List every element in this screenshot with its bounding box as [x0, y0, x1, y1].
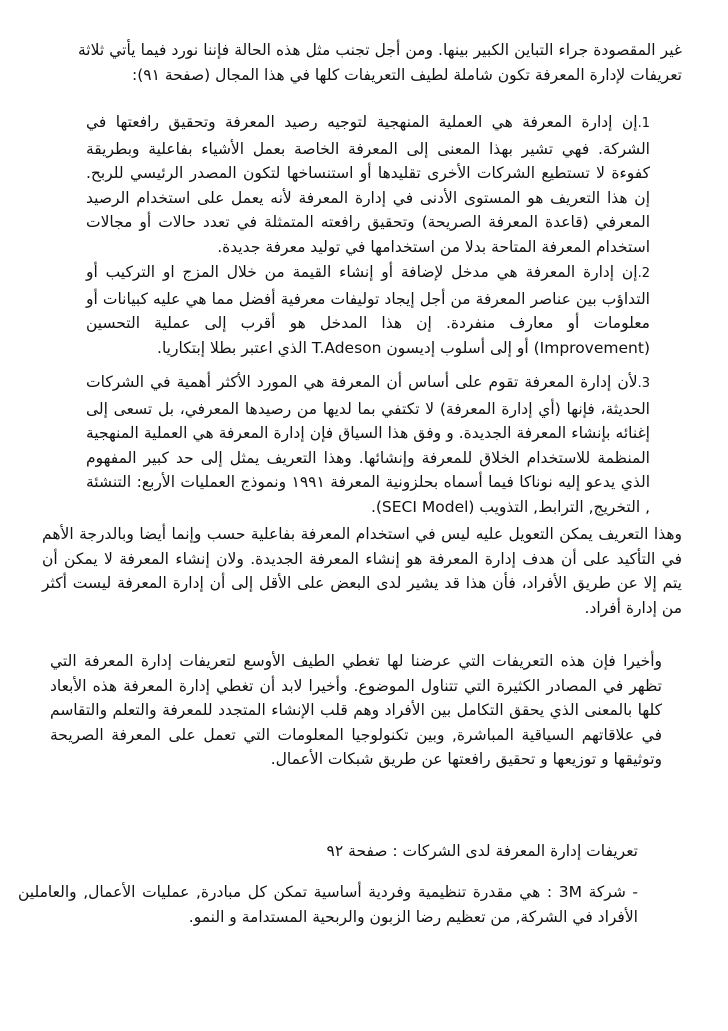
definition-item-3 — [86, 370, 650, 520]
definition-number: 1. — [637, 116, 650, 131]
definition-item-1 — [86, 110, 650, 260]
section-heading: تعريفات إدارة المعرفة لدى الشركات : صفحة ٩٢ — [326, 842, 638, 860]
definition-item-2 — [86, 260, 650, 360]
definition-number: 2. — [637, 266, 650, 281]
intro-paragraph: غير المقصودة جراء التباين الكبير بينها. ومن أجل تجنب مثل هذه الحالة فإننا نورد فيما يأتي ثلاثة تعريفات لإدارة المعرفة تكون شاملة لطيف التعريفات كلها في هذا المجال (صفحة ٩١): — [78, 41, 682, 84]
definition-text: إن إدارة المعرفة هي العملية المنهجية لتوجيه رصيد المعرفة وتحقيق رافعتها في الشركة. فهي تشير بهذا المعنى إلى المعرفة الخاصة بعمل الأشياء بفاعلية وبطريقة كفوءة لا تستطيع الشركات الأخرى تقليدها أو استنساخها لتكون المصدر الرئيسي للربح. إن هذا التعريف هو المستوى الأدنى في إدارة المعرفة لأنه يعمل على استخدام الرصيد المعرفي (قاعدة المعرفة الصريحة) وتحقيق رافعته المتمثلة في تعدد حالات أو مجالات استخدام المعرفة المتاحة بدلا من استخدامها في توليد معرفة جديدة. — [86, 113, 650, 256]
definition-text: إن إدارة المعرفة هي مدخل لإضافة أو إنشاء القيمة من خلال المزج او التركيب أو التداؤب بين عناصر المعرفة من أجل إيجاد توليفات معرفية أفضل مما هي عليه كبيانات أو معلومات أو معارف منفردة. إن هذا المدخل هو أقرب إلى عملية التحسين (Improvement) أو إلى أسلوب إديسون T.Adeson الذي اعتبر بطلا إبتكاريا. — [86, 263, 650, 357]
company-definition-3m: - شركة 3M : هي مقدرة تنظيمية وفردية أساسية تمكن كل مبادرة, عمليات الأعمال, والعاملين الأفراد في الشركة, من تعظيم رضا الزبون والربحية المستدامة و النمو. — [18, 883, 638, 926]
definition-number: 3. — [637, 376, 650, 391]
conclusion-paragraph: وأخيرا فإن هذه التعريفات التي عرضنا لها تغطي الطيف الأوسع لتعريفات إدارة المعرفة التي تظهر في المصادر الكثيرة التي تتناول الموضوع. وأخيرا لابد أن تغطي إدارة المعرفة هذه الأبعاد كلها بالمعنى الذي يحقق التكامل بين الأفراد وهم قلب الإنشاء المتجدد للمعرفة والتعلم والتقاسم في علاقاتهم السياقية المباشرة, وبين تكنولوجيا المعلومات التي تعمل على المعرفة الصريحة وتوثيقها و توزيعها و تحقيق رافعتها عن طريق شبكات الأعمال. — [50, 652, 662, 769]
definition-text: لأن إدارة المعرفة تقوم على أساس أن المعرفة هي المورد الأكثر أهمية في الشركات الحديثة، فإنها (أي إدارة المعرفة) لا تكتفي بما لديها من رصيدها المعرفي، بل تسعى إلى إغنائه بإنشاء المعرفة الجديدة. و وفق هذا السياق فإن إدارة المعرفة هي العملية المنهجية المنظمة للاستخدام الخلاق للمعرفة وإنشائها. وهذا التعريف يمثل إلى حد كبير المفهوم الذي يدعو إليه نوناكا فيما أسماه بحلزونية المعرفة ١٩٩١ ونموذج العمليات الأربع: التنشئة , التخريج, الترابط, التذويب (SECI Model). — [86, 373, 651, 516]
commentary-paragraph: وهذا التعريف يمكن التعويل عليه ليس في استخدام المعرفة بفاعلية حسب وإنما أيضا وبالدرجة الأهم في التأكيد على أن هدف إدارة المعرفة هو إنشاء المعرفة الجديدة. ولان إنشاء المعرفة لا يمكن أن يتم إلا عن طريق الأفراد، فأن هذا قد يشير لدى البعض على الأقل إلى أن إدارة المعرفة ليست أكثر من إدارة أفراد. — [42, 525, 682, 617]
